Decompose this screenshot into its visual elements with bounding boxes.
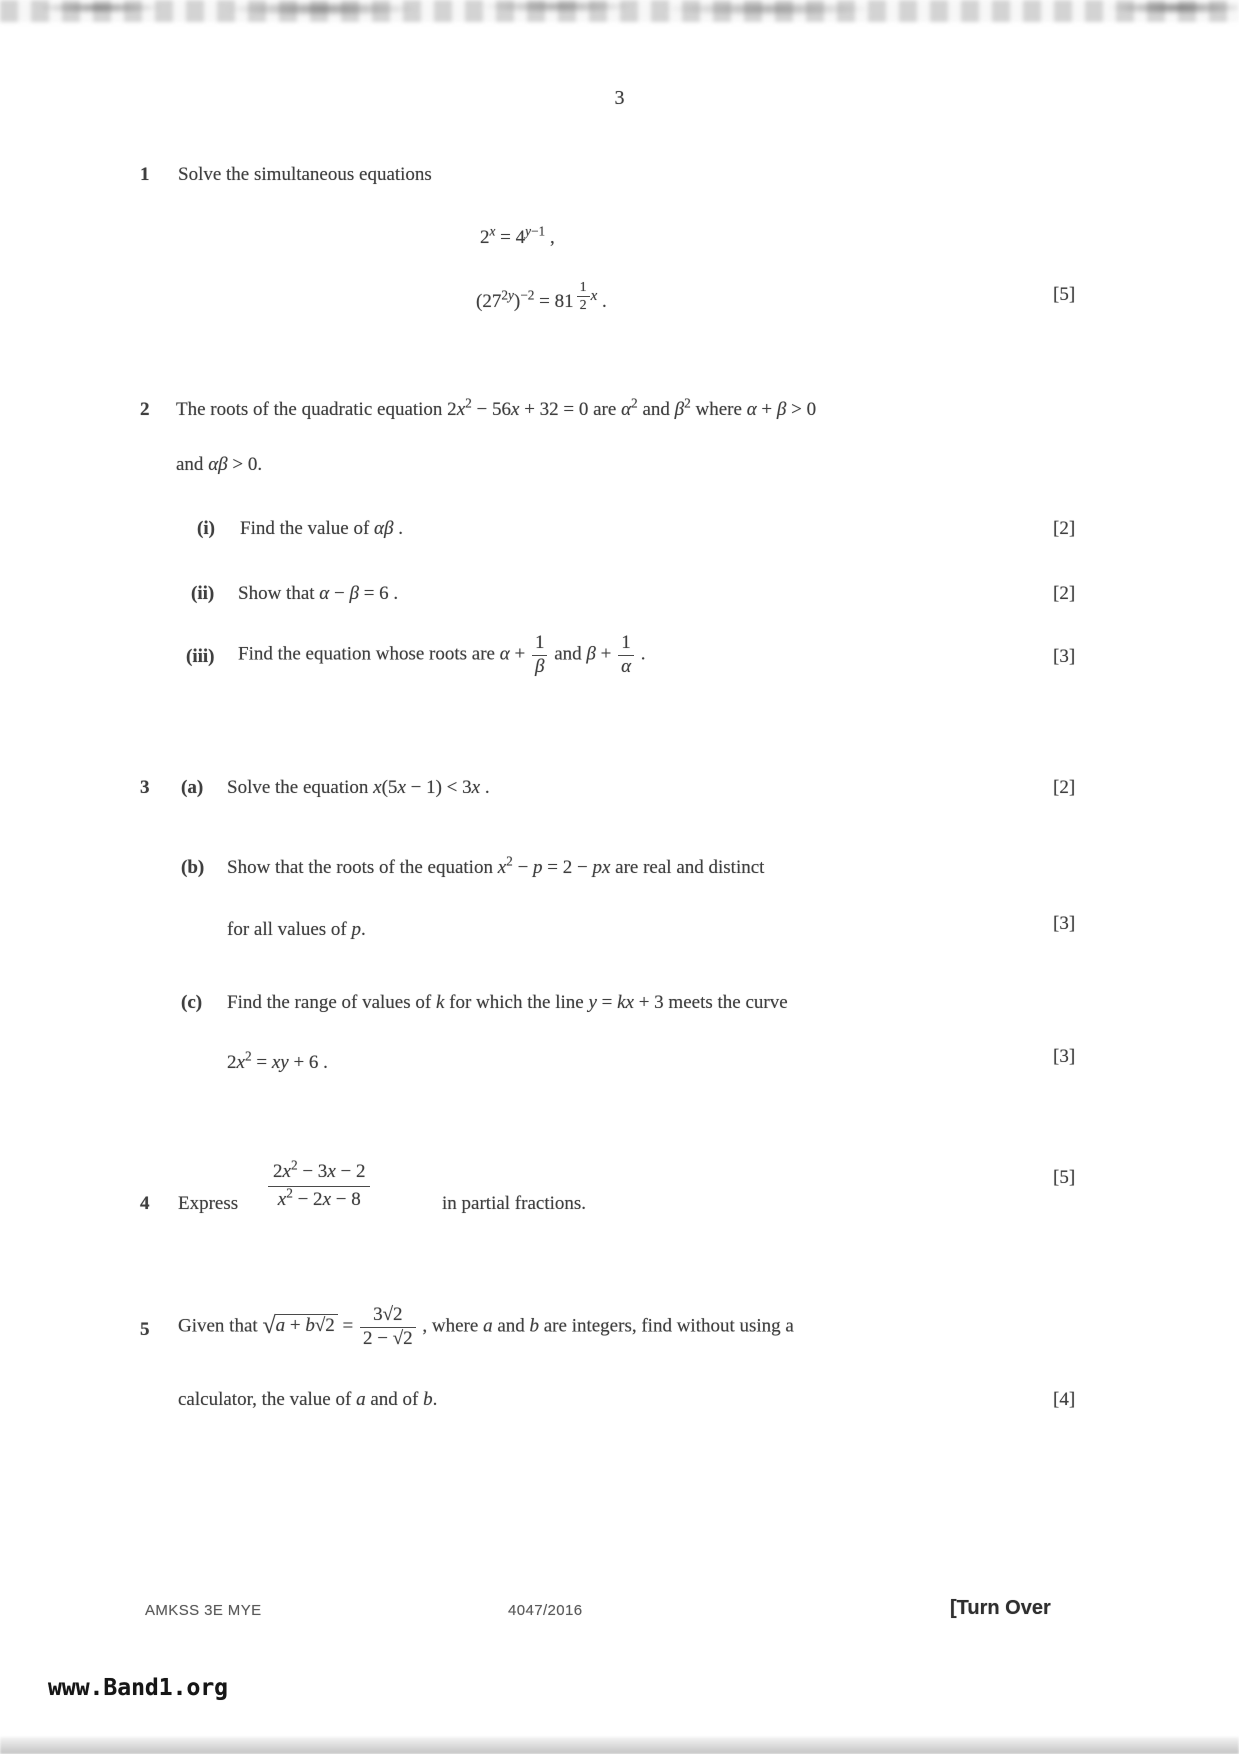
page-number: 3 xyxy=(614,87,625,109)
watermark-url: www.Band1.org xyxy=(48,1675,229,1701)
question-2-intro-line-2: and αβ > 0. xyxy=(176,454,263,475)
question-4-fraction xyxy=(268,1157,370,1212)
question-1-marks: [5] xyxy=(1053,284,1076,305)
question-4-lead: Express xyxy=(178,1193,239,1214)
question-5-line-2: calculator, the value of a and of b. xyxy=(178,1389,438,1410)
question-3a-label: (a) xyxy=(181,777,204,798)
question-4-number: 4 xyxy=(140,1193,150,1214)
question-2-intro-line-1: The roots of the quadratic equation $2x^2 - 56x + 32 = 0$ are $\alpha^2$ and $\beta^2$ where α + β > 0 xyxy=(176,395,817,420)
question-3c-marks: [3] xyxy=(1053,1046,1076,1067)
question-2ii-text: Show that α − β = 6 . xyxy=(238,583,399,604)
question-2ii-marks: [2] xyxy=(1053,583,1076,604)
question-5-line-1: Given that √a + b√2 = $\frac{3√2}{2 - √2}$ , where a and b are integers, find without using a xyxy=(178,1304,794,1349)
question-5-marks: [4] xyxy=(1053,1389,1076,1410)
question-3b-line-2: for all values of p. xyxy=(227,919,366,940)
question-4-marks: [5] xyxy=(1053,1167,1076,1188)
question-2iii-marks: [3] xyxy=(1053,646,1076,667)
question-3a-marks: [2] xyxy=(1053,777,1076,798)
scan-artifact-top xyxy=(0,0,1239,22)
question-2ii-label: (ii) xyxy=(191,583,215,604)
scan-artifact-bottom xyxy=(0,1737,1239,1754)
footer-paper-code: AMKSS 3E MYE xyxy=(145,1602,262,1619)
question-3-number: 3 xyxy=(140,777,150,798)
question-1-equation-2: $(27^{2y})^{-2} = 81$ $\frac{1}{2}$ x . xyxy=(476,280,607,314)
question-2-number: 2 xyxy=(140,399,150,420)
question-3b-marks: [3] xyxy=(1053,913,1076,934)
question-3b-label: (b) xyxy=(181,857,205,878)
question-1-prompt: Solve the simultaneous equations xyxy=(178,164,432,185)
footer-exam-code: 4047/2016 xyxy=(508,1602,583,1619)
question-1-number: 1 xyxy=(140,164,150,185)
question-1-equation-1: $2^x = 4^{y-1}$ , xyxy=(480,223,555,248)
question-4-tail: in partial fractions. xyxy=(442,1193,587,1214)
question-3a-text: Solve the equation x(5x − 1) < 3x . xyxy=(227,777,490,798)
question-5-number: 5 xyxy=(140,1319,150,1340)
question-2i-marks: [2] xyxy=(1053,518,1076,539)
question-2i-label: (i) xyxy=(197,518,215,539)
question-4-fraction-numerator: $2x^2 - 3x - 2$ xyxy=(268,1162,370,1187)
question-3c-line-2: $2x^2$ = xy + 6 . xyxy=(227,1048,328,1073)
question-2iii-label: (iii) xyxy=(186,646,215,667)
question-2iii-text: Find the equation whose roots are α + $\frac{1}{\beta}$ and β + $\frac{1}{\alpha}$ . xyxy=(238,632,646,677)
question-4-fraction-denominator: $x^2 - 2x - 8$ xyxy=(277,1185,361,1210)
footer-turn-over: [Turn Over xyxy=(950,1597,1051,1619)
question-3c-label: (c) xyxy=(181,992,203,1013)
question-3b-line-1: Show that the roots of the equation $x^2 - p = 2$ − px are real and distinct xyxy=(227,853,765,878)
question-2i-text: Find the value of αβ . xyxy=(240,518,403,539)
question-3c-line-1: Find the range of values of k for which the line y = kx + 3 meets the curve xyxy=(227,992,788,1013)
